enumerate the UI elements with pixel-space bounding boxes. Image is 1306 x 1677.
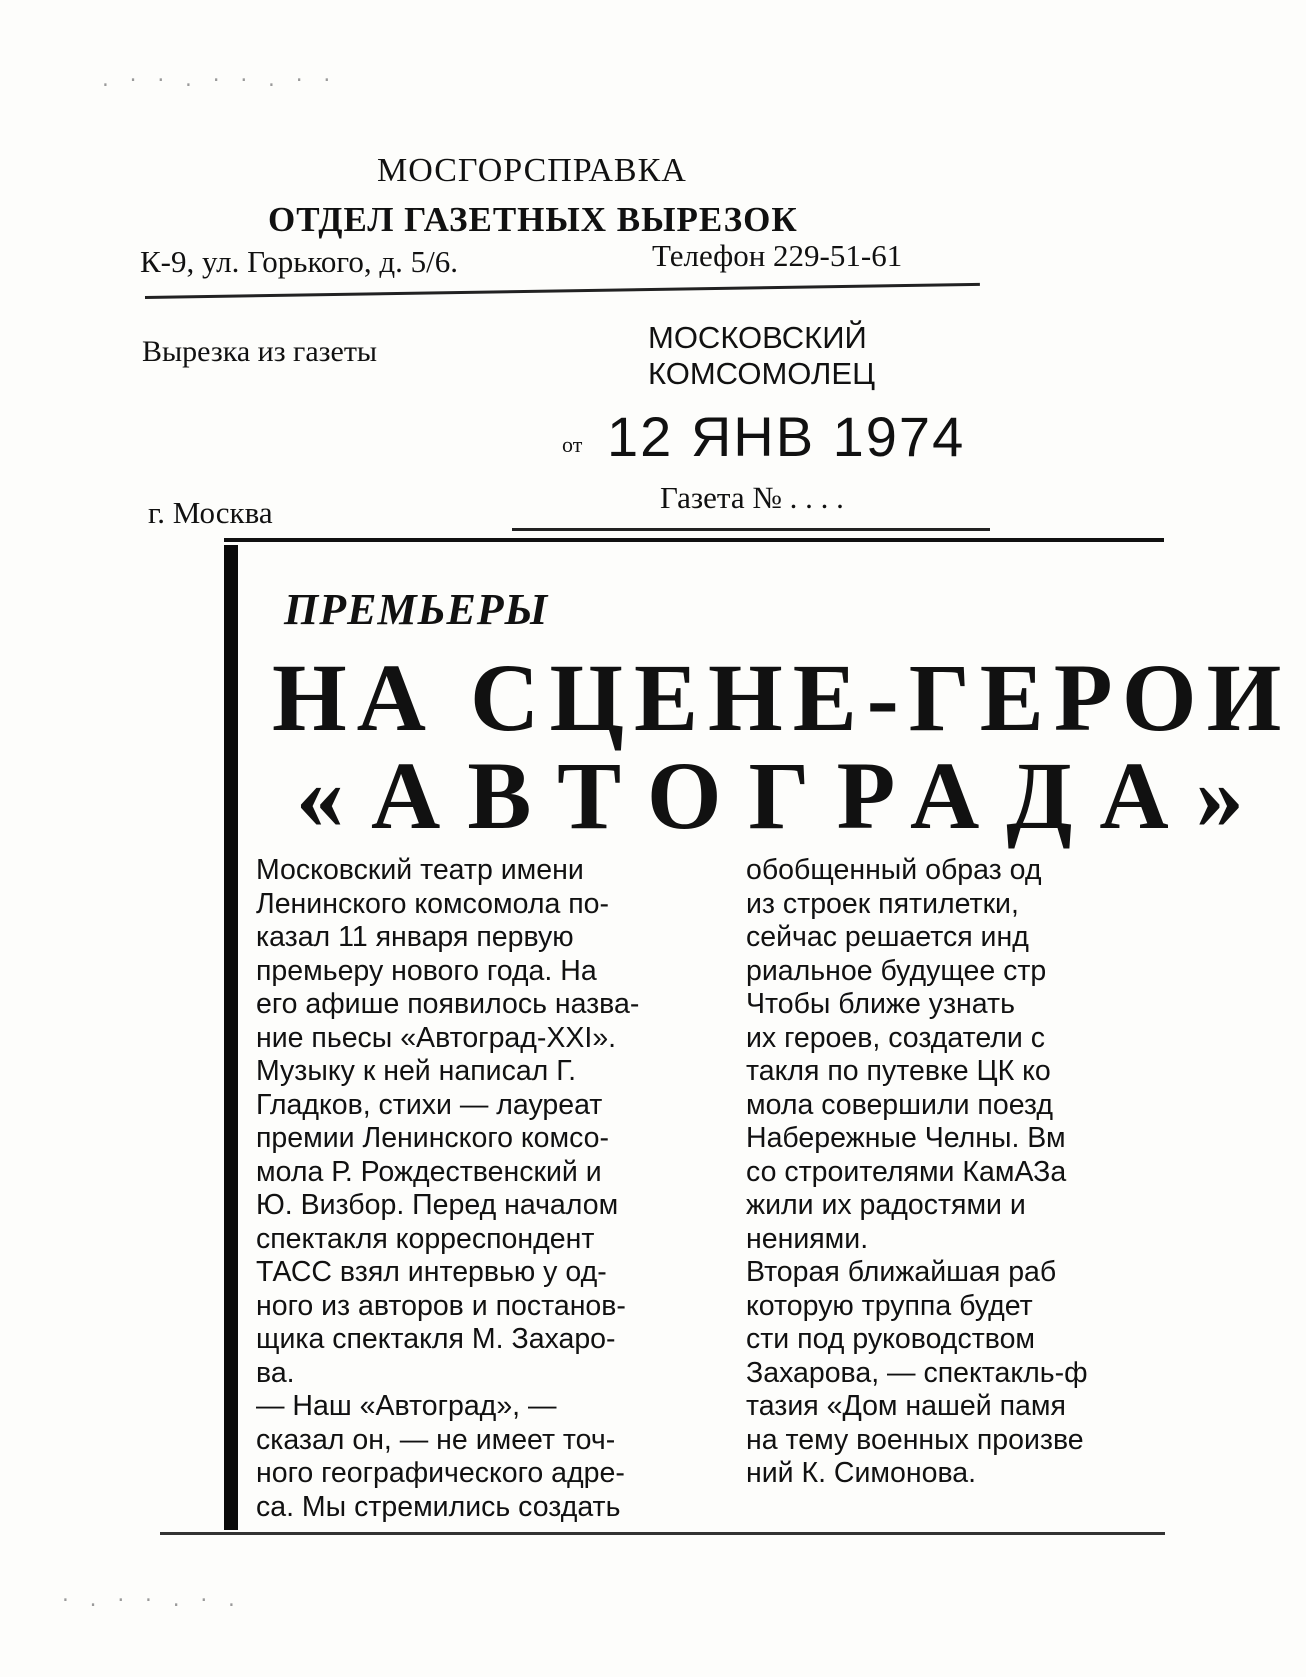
agency-address: К-9, ул. Горького, д. 5/6. — [140, 244, 459, 279]
article-text-line: Ю. Визбор. Перед началом — [256, 1189, 619, 1221]
article-text-line: ного географического адре- — [256, 1457, 625, 1489]
article-text-line: его афише появилось назва- — [256, 988, 640, 1020]
article-text-line: Московский театр имени — [256, 854, 584, 886]
article-rubric: ПРЕМЬЕРЫ — [284, 585, 549, 634]
article-text-line: Захарова, — спектакль-ф — [746, 1356, 1088, 1389]
article-text-line: Ленинского комсомола по- — [256, 887, 610, 920]
article-column-1 — [256, 854, 741, 1524]
date-stamp: 12 ЯНВ 1974 — [607, 405, 966, 468]
article-text-line: такля по путевке ЦК ко — [746, 1055, 1051, 1087]
department-name: ОТДЕЛ ГАЗЕТНЫХ ВЫРЕЗОК — [268, 200, 798, 239]
article-text-line: мола Р. Рождественский и — [256, 1155, 602, 1188]
article-text-line: сейчас решается инд — [746, 921, 1029, 953]
article-text-line: щика спектакля М. Захаро- — [256, 1323, 616, 1355]
article-text-line: Чтобы ближе узнать — [746, 988, 1015, 1020]
agency-name: МОСГОРСПРАВКА — [377, 152, 687, 189]
article-text-line: мола совершили поезд — [746, 1088, 1053, 1121]
article-text-line: Гладков, стихи — лауреат — [256, 1088, 603, 1121]
article-text-line: тазия «Дом нашей памя — [746, 1390, 1066, 1422]
clipping-from-label: Вырезка из газеты — [142, 335, 378, 368]
article-text-line: спектакля корреспондент — [256, 1222, 595, 1255]
scan-noise: . · · . · · . · · — [100, 70, 336, 91]
article-text-line: жили их радостями и — [746, 1189, 1026, 1221]
article-text-line: казал 11 января первую — [256, 921, 574, 953]
article-text-line: ние пьесы «Автоград-XXI». — [256, 1021, 617, 1054]
article-headline-line1: НА СЦЕНЕ-ГЕРОИ — [272, 644, 1292, 751]
city-label: г. Москва — [148, 495, 273, 530]
article-text-line: сти под руководством — [746, 1323, 1036, 1355]
article-text-line: обобщенный образ од — [746, 854, 1042, 886]
article-text-line: Музыку к ней написал Г. — [256, 1055, 577, 1087]
issue-number-label: Газета № . . . . — [660, 480, 844, 515]
article-text-line: — Наш «Автоград», — — [256, 1390, 557, 1422]
article-text-line: премьеру нового года. На — [256, 954, 597, 987]
article-text-line: со строителями КамАЗа — [746, 1155, 1067, 1188]
article-column-2 — [746, 854, 1166, 1491]
article-text-line: нениями. — [746, 1222, 869, 1255]
article-text-line: Набережные Челны. Вм — [746, 1122, 1066, 1154]
agency-phone: Телефон 229-51-61 — [652, 238, 903, 273]
article-text-line: на тему военных произве — [746, 1423, 1084, 1456]
newspaper-name-line2: КОМСОМОЛЕЦ — [648, 356, 876, 391]
header-rule — [145, 283, 980, 299]
newspaper-clipping — [224, 538, 1292, 1536]
article-text-line: ТАСС взял интервью у од- — [256, 1256, 607, 1288]
article-text-line: их героев, создатели с — [746, 1021, 1045, 1054]
article-text-line: риальное будущее стр — [746, 954, 1047, 987]
article-headline-line2: «АВТОГРАДА» — [296, 742, 1271, 849]
article-text-line: из строек пятилетки, — [746, 887, 1019, 920]
article-text-line: са. Мы стремились создать — [256, 1490, 621, 1523]
article-text-line: Вторая ближайшая раб — [746, 1256, 1057, 1288]
date-rule — [512, 528, 990, 531]
newspaper-name — [648, 320, 875, 392]
article-text-line: которую труппа будет — [746, 1289, 1033, 1322]
newspaper-name-line1: МОСКОВСКИЙ — [648, 320, 867, 355]
clipping-bottom-rule — [160, 1532, 1165, 1535]
scan-noise: · . · · . · . — [60, 1590, 240, 1611]
date-prefix: от — [562, 432, 583, 457]
article-text-line: ний К. Симонова. — [746, 1457, 977, 1489]
article-text-line: ного из авторов и постанов- — [256, 1289, 626, 1322]
article-text-line: сказал он, — не имеет точ- — [256, 1423, 616, 1456]
article-text-line: премии Ленинского комсо- — [256, 1122, 610, 1154]
article-text-line: ва. — [256, 1356, 295, 1389]
